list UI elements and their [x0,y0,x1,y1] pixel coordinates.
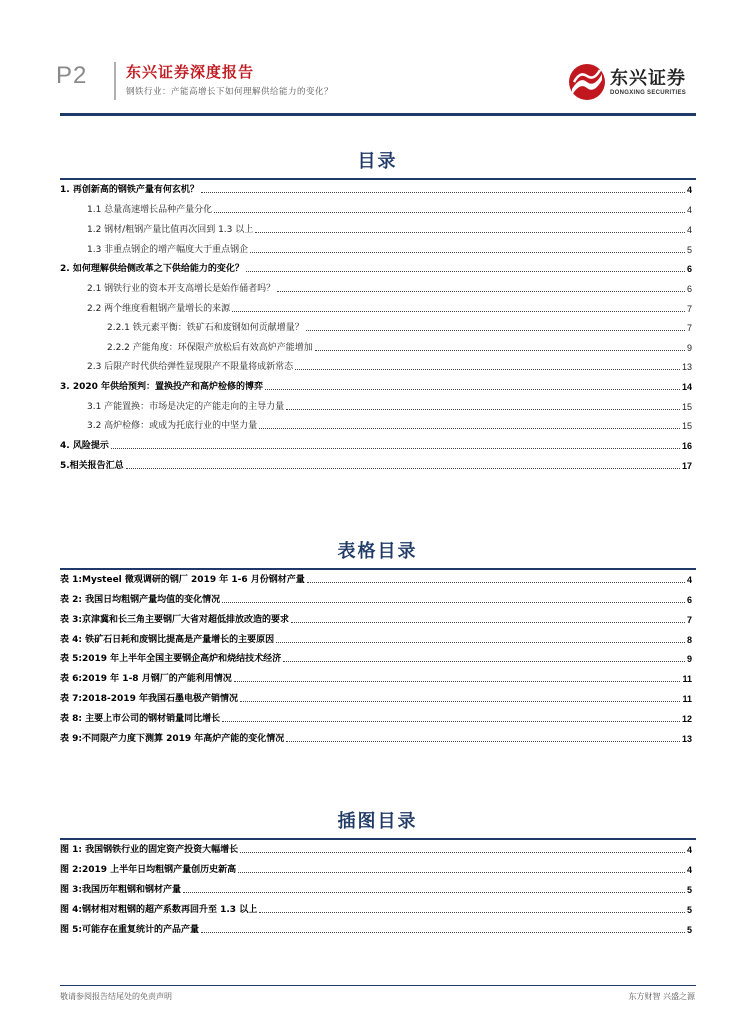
toc-entry-page: 15 [681,421,692,431]
table-entry-text: 表 1:Mysteel 微观调研的钢厂 2019 年 1-6 月份钢材产量 [60,575,305,585]
figure-entry-text: 图 3:我国历年粗钢和钢材产量 [60,885,181,895]
table-entry-6[interactable] [60,669,692,685]
footer-disclaimer-note: 敬请参阅报告结尾处的免责声明 [60,992,172,1001]
toc-entry-text: 2.2.1 铁元素平衡：铁矿石和废钢如何贡献增量？ [107,323,304,333]
toc-entry-text: 3.2 高炉检修：或成为托底行业的中坚力量 [87,421,258,431]
page-number: P2 [56,62,88,89]
table-entry-page: 11 [682,674,692,684]
table-entry-text: 表 7:2018-2019 年我国石墨电极产销情况 [60,694,238,704]
report-subtitle: 钢铁行业：产能高增长下如何理解供给能力的变化？ [126,87,334,97]
toc-entry-3-1[interactable] [87,397,692,413]
company-logo [566,62,696,102]
toc-entry-page: 4 [686,185,692,195]
dot-leader [295,369,680,370]
table-entry-text: 表 2: 我国日均粗钢产量均值的变化情况 [60,595,221,605]
figure-entry-page: 5 [686,925,692,935]
table-entry-page: 13 [681,734,692,744]
table-entry-text: 表 3:京津冀和长三角主要钢厂大省对超低排放改造的要求 [60,615,289,625]
toc-entry-1[interactable] [60,180,692,196]
table-entry-5[interactable] [60,649,692,665]
toc-entry-text: 2. 如何理解供给侧改革之下供给能力的变化？ [60,264,244,274]
figure-entry-text: 图 4:钢材相对粗钢的超产系数再回升至 1.3 以上 [60,905,258,915]
header-separator [114,62,116,100]
header-rule [60,113,696,116]
table-entry-4[interactable] [60,630,692,646]
toc-entry-2-2-1[interactable] [107,318,692,334]
toc-entry-1-2[interactable] [87,220,692,236]
dot-leader [238,872,685,873]
toc-entry-page: 4 [686,225,692,235]
toc-entry-text: 5.相关报告汇总 [60,461,124,471]
table-entry-text: 表 9:不同限产力度下测算 2019 年高炉产能的变化情况 [60,734,285,744]
logo-emblem-icon [566,62,608,102]
dot-leader [214,212,685,213]
toc-entry-1-1[interactable] [87,200,692,216]
dot-leader [201,192,685,193]
toc-entry-2-2[interactable] [87,299,692,315]
figure-list-title: 插图目录 [337,811,418,832]
toc-entry-page: 13 [681,362,692,372]
toc-entry-2-1[interactable] [87,279,692,295]
toc-entry-2[interactable] [60,259,692,275]
toc-entry-page: 14 [681,382,692,392]
dot-leader [277,291,685,292]
dot-leader [306,330,685,331]
figure-entry-4[interactable] [60,900,692,916]
toc-entry-page: 7 [686,304,692,314]
dot-leader [246,271,685,272]
toc-entry-page: 7 [686,323,692,333]
toc-entry-page: 16 [681,441,692,451]
toc-entry-2-3[interactable] [87,357,692,373]
dot-leader [222,602,685,603]
dot-leader [126,468,680,469]
toc-entry-3[interactable] [60,377,692,393]
toc-title: 目录 [357,151,398,172]
toc-entry-text: 2.3 后限产时代供给弹性显现限产不限量将成新常态 [87,362,294,372]
toc-entry-2-2-2[interactable] [107,338,692,354]
logo-chinese-name: 东兴证券 [610,68,686,89]
figure-entry-text: 图 1: 我国钢铁行业的固定资产投资大幅增长 [60,845,239,855]
toc-entry-page: 5 [686,245,692,255]
figure-entry-text: 图 2:2019 上半年日均粗钢产量创历史新高 [60,865,237,875]
dot-leader [201,932,685,933]
toc-entry-text: 3.1 产能置换：市场是决定的产能走向的主导力量 [87,402,285,412]
figure-entry-2[interactable] [60,860,692,876]
figure-entry-1[interactable] [60,840,692,856]
toc-entry-text: 4. 风险提示 [60,441,109,451]
toc-entry-page: 6 [686,264,692,274]
toc-entry-page: 4 [686,205,692,215]
dot-leader [240,852,685,853]
figure-entry-page: 4 [686,845,692,855]
toc-entry-page: 9 [686,343,692,353]
table-entry-2[interactable] [60,590,692,606]
table-entry-text: 表 5:2019 年上半年全国主要钢企高炉和烧结技术经济 [60,654,282,664]
table-entry-page: 8 [686,635,692,645]
figure-entry-3[interactable] [60,880,692,896]
table-entry-page: 12 [681,714,692,724]
logo-english-name: DONGXING SECURITIES [610,90,687,96]
toc-entry-page: 6 [686,284,692,294]
figure-entry-page: 5 [686,905,692,915]
dot-leader [283,661,685,662]
dot-leader [286,409,680,410]
toc-entry-page: 15 [681,402,692,412]
table-entry-text: 表 8: 主要上市公司的钢材销量同比增长 [60,714,221,724]
table-entry-page: 7 [686,615,692,625]
footer-rule [60,985,696,986]
toc-entry-text: 2.2.2 产能角度：环保限产放松后有效高炉产能增加 [107,343,313,353]
table-entry-9[interactable] [60,729,692,745]
toc-entry-page: 17 [681,461,692,471]
toc-entry-text: 1.1 总量高速增长品种产量分化 [87,205,213,215]
page-header [0,0,755,118]
figure-entry-5[interactable] [60,920,692,936]
table-entry-text: 表 4: 铁矿石日耗和废钢比提高是产量增长的主要原因 [60,635,275,645]
dot-leader [307,582,685,583]
dot-leader [250,252,685,253]
toc-entry-text: 1.3 非重点钢企的增产幅度大于重点钢企 [87,245,249,255]
dot-leader [111,448,680,449]
dot-leader [255,232,685,233]
toc-entry-text: 1.2 钢材/粗钢产量比值再次回到 1.3 以上 [87,225,254,235]
dot-leader [232,311,685,312]
dot-leader [234,681,681,682]
figure-entry-text: 图 5:可能存在重复统计的产品产量 [60,925,199,935]
report-type: 东兴证券深度报告 [126,63,255,81]
dot-leader [259,912,685,913]
toc-entry-text: 2.2 两个维度看粗钢产量增长的来源 [87,304,231,314]
toc-entry-5[interactable] [60,456,692,472]
dot-leader [265,389,680,390]
toc-entry-3-2[interactable] [87,416,692,432]
toc-entry-4[interactable] [60,436,692,452]
table-entry-page: 11 [682,694,692,704]
table-entry-8[interactable] [60,709,692,725]
dot-leader [183,892,685,893]
dot-leader [259,428,680,429]
toc-entry-text: 1. 再创新高的钢铁产量有何玄机？ [60,185,199,195]
table-entry-page: 6 [686,595,692,605]
table-entry-page: 4 [686,575,692,585]
table-entry-3[interactable] [60,610,692,626]
table-list-title: 表格目录 [337,541,418,562]
dot-leader [286,741,680,742]
dot-leader [315,350,685,351]
toc-entry-text: 3. 2020 年供给预判：置换投产和高炉检修的博弈 [60,382,263,392]
figure-entry-page: 5 [686,885,692,895]
toc-entry-1-3[interactable] [87,240,692,256]
dot-leader [240,701,681,702]
table-entry-7[interactable] [60,689,692,705]
dot-leader [222,721,680,722]
figure-entry-page: 4 [686,865,692,875]
table-entry-page: 9 [686,654,692,664]
dot-leader [276,642,685,643]
table-entry-text: 表 6:2019 年 1-8 月钢厂的产能利用情况 [60,674,232,684]
toc-entry-text: 2.1 钢铁行业的资本开支高增长是始作俑者吗？ [87,284,276,294]
footer-slogan: 东方财智 兴盛之源 [628,992,695,1001]
table-entry-1[interactable] [60,570,692,586]
dot-leader [291,622,685,623]
